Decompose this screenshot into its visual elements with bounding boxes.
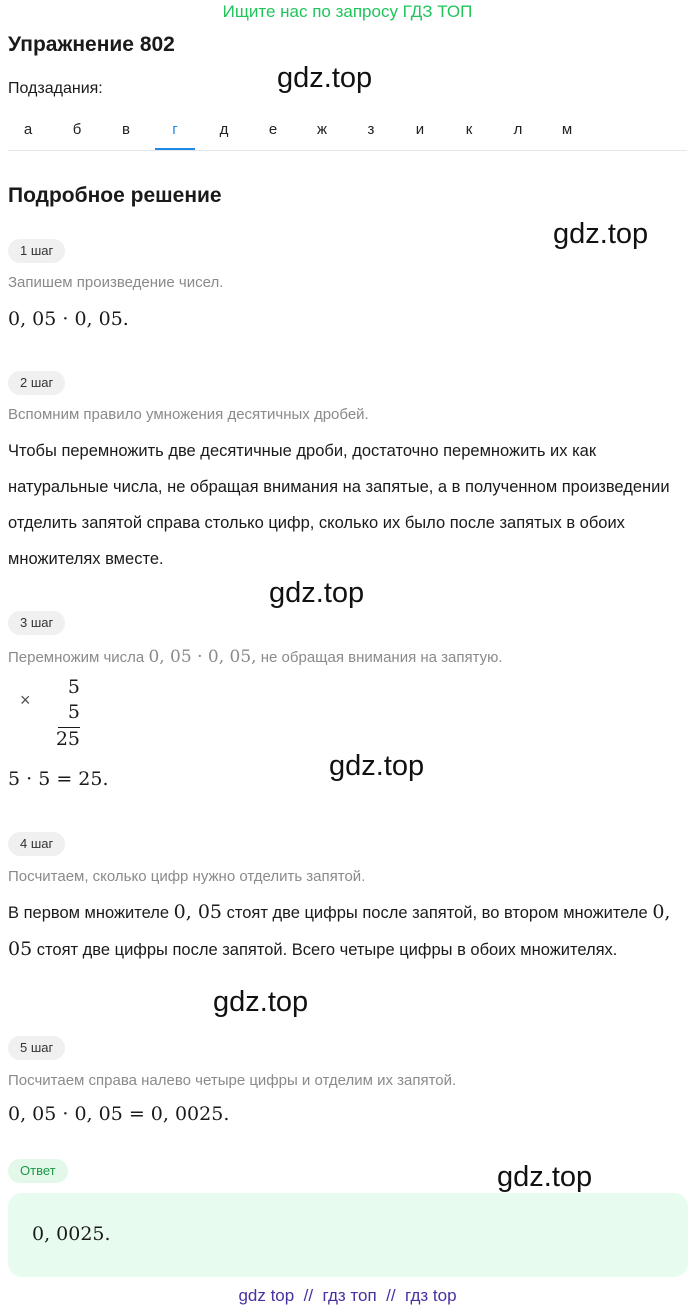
- text-part: стоят две цифры после запятой. Всего четыре цифры в обоих множителях.: [36, 941, 618, 959]
- answer-badge: Ответ: [8, 1159, 68, 1183]
- tab-k[interactable]: к: [465, 121, 473, 138]
- hint-text: не обращая внимания на запятую.: [260, 649, 503, 666]
- tab-g[interactable]: г: [155, 118, 195, 150]
- page-title: Упражнение 802: [8, 33, 175, 56]
- step-badge: 3 шаг: [8, 611, 65, 635]
- tab-v[interactable]: в: [122, 121, 130, 138]
- tab-b[interactable]: б: [72, 121, 82, 138]
- text-part: стоят две цифры после запятой, во втором множителе: [226, 904, 648, 922]
- step-math: 5 · 5 = 25.: [8, 768, 109, 790]
- step-badge: 2 шаг: [8, 371, 65, 395]
- tab-e[interactable]: е: [268, 121, 278, 138]
- step-hint: Запишем произведение чисел.: [8, 274, 224, 291]
- step-hint: Вспомним правило умножения десятичных дробей.: [8, 406, 369, 423]
- step-hint: Посчитаем справа налево четыре цифры и отделим их запятой.: [8, 1072, 457, 1089]
- tab-i[interactable]: и: [415, 121, 425, 138]
- multiply-sign: ×: [20, 690, 31, 710]
- answer-box: [8, 1193, 688, 1277]
- column-product: 25: [55, 728, 80, 750]
- tab-l[interactable]: л: [513, 121, 523, 138]
- watermark: gdz.top: [553, 218, 649, 250]
- watermark: gdz.top: [329, 750, 425, 782]
- step-badge: 5 шаг: [8, 1036, 65, 1060]
- step-math: 0, 05 · 0, 05.: [8, 308, 129, 330]
- text-part: В первом множителе: [8, 904, 170, 922]
- step-badge: 4 шаг: [8, 832, 65, 856]
- watermark: gdz.top: [497, 1161, 593, 1193]
- tab-d[interactable]: д: [219, 121, 229, 138]
- hint-text: Перемножим числа: [8, 649, 145, 666]
- section-title: Подробное решение: [8, 184, 222, 207]
- inline-math: 0, 05: [8, 901, 671, 960]
- tab-z[interactable]: з: [367, 121, 375, 138]
- step-text: Чтобы перемножить две десятичные дроби, достаточно перемножить их как натуральные числа, не обращая внимания на запятые, а в полученном произведении отделить запятой справа столько цифр, сколько их было после запятых в обоих множителях вместе.: [8, 442, 670, 568]
- watermark: gdz.top: [277, 62, 373, 94]
- answer-value: 0, 0025.: [32, 1223, 111, 1245]
- step-hint: Посчитаем, сколько цифр нужно отделить запятой.: [8, 868, 366, 885]
- subtasks-label: Подзадания:: [8, 80, 103, 97]
- factor-1: 5: [67, 676, 80, 698]
- factor-2: 5: [67, 701, 80, 723]
- footer-links[interactable]: gdz top // гдз топ // гдз top: [238, 1286, 457, 1305]
- tab-zh[interactable]: ж: [316, 121, 328, 138]
- search-banner: Ищите нас по запросу ГДЗ ТОП: [222, 2, 473, 21]
- tab-m[interactable]: м: [561, 121, 573, 138]
- watermark: gdz.top: [269, 577, 365, 609]
- tab-a[interactable]: а: [23, 121, 33, 138]
- step-text: [8, 894, 688, 968]
- hint-math: 0, 05 · 0, 05,: [148, 647, 257, 667]
- subtask-tabs: [8, 118, 687, 151]
- inline-math: 0, 05: [173, 901, 223, 923]
- step-badge: 1 шаг: [8, 239, 65, 263]
- watermark: gdz.top: [213, 986, 309, 1018]
- step-hint: [8, 647, 503, 667]
- step-math: 0, 05 · 0, 05 = 0, 0025.: [8, 1103, 230, 1125]
